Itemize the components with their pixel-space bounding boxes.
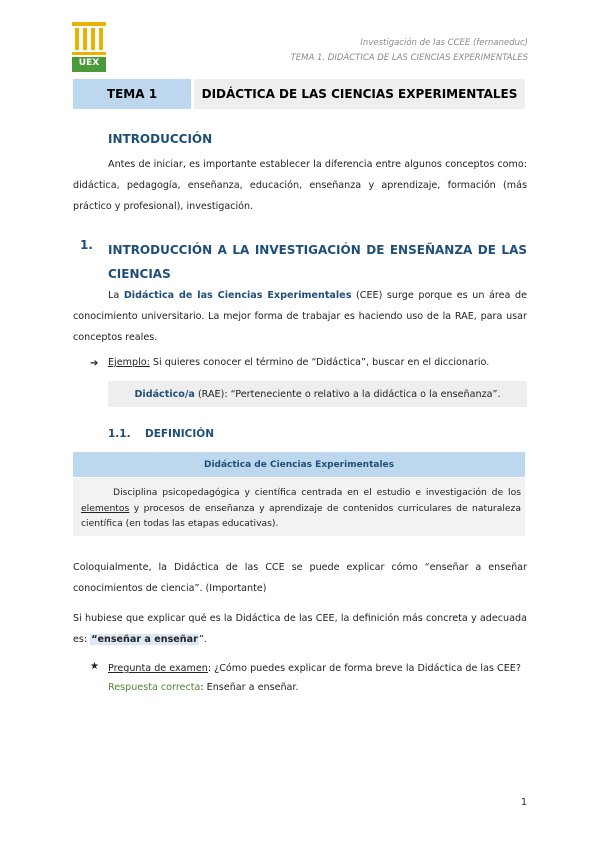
s1-text-a: La [108, 290, 124, 301]
example-line [108, 357, 489, 368]
def-text-a: Disciplina psicopedagógica y científica centrada en el estudio e investigación de los [113, 487, 521, 498]
s1-bold-term: Didáctica de las Ciencias Experimentales [123, 290, 352, 301]
definition-box-heading: Didáctica de Ciencias Experimentales [73, 452, 525, 477]
summary-end: ”. [198, 634, 207, 645]
rae-text: (RAE): “Perteneciente o relativo a la didáctica o la enseñanza”. [194, 388, 501, 400]
exam-question-label: Pregunta de examen [108, 663, 208, 674]
document-title: DIDÁCTICA DE LAS CIENCIAS EXPERIMENTALES [194, 79, 525, 109]
colloquial-paragraph: Coloquialmente, la Didáctica de las CCE se puede explicar cómo “enseñar a enseñar conocimientos de ciencia”. (Importante) [73, 562, 527, 594]
section-1-1-number: 1.1. [108, 428, 131, 440]
header-course: Investigación de las CCEE (fernaneduc) [360, 38, 528, 48]
summary-highlight: “enseñar a enseñar [91, 634, 198, 645]
rae-definition-box [108, 381, 527, 407]
intro-heading: INTRODUCCIÓN [108, 132, 213, 146]
exam-answer-text: : Enseñar a enseñar. [200, 682, 299, 693]
section-1-number: 1. [80, 238, 93, 252]
example-label: Ejemplo: [108, 357, 150, 368]
exam-question-block [108, 659, 527, 697]
section-1-title: INTRODUCCIÓN A LA INVESTIGACIÓN DE ENSEÑANZA DE LAS CIENCIAS [108, 243, 527, 281]
tema-label: TEMA 1 [73, 79, 191, 109]
rae-term: Didáctico/a [134, 388, 195, 400]
intro-text: Antes de iniciar, es importante establecer la diferencia entre algunos conceptos como: didáctica, pedagogía, enseñanza, educación, enseñanza y aprendizaje, formación (más práctico y profesional), investigación. [73, 159, 527, 212]
def-text-b: y procesos de enseñanza y aprendizaje de contenidos curriculares de naturaleza científica (en todas las etapas educativas). [81, 502, 521, 529]
intro-paragraph [73, 154, 527, 217]
star-bullet-icon: ★ [90, 661, 99, 672]
exam-answer-label: Respuesta correcta [108, 682, 201, 693]
arrow-bullet-icon: ➔ [90, 358, 99, 369]
section-1-1-title: DEFINICIÓN [145, 428, 214, 440]
summary-paragraph [73, 608, 527, 650]
exam-question-line [108, 659, 527, 678]
section-1-paragraph [73, 285, 527, 348]
exam-answer-line [108, 678, 527, 697]
header-topic: TEMA 1. DIDÁCTICA DE LAS CIENCIAS EXPERIMENTALES [290, 53, 528, 63]
summary-text: Si hubiese que explicar qué es la Didáctica de las CEE, la definición más concreta y adecuada es: [73, 613, 527, 645]
definition-text [81, 485, 521, 532]
exam-question-text: : ¿Cómo puedes explicar de forma breve la Didáctica de las CEE? [207, 663, 521, 674]
example-text: Si quieres conocer el término de “Didáctica”, buscar en el diccionario. [149, 357, 490, 368]
s1-text-b: (CEE) surge porque es un área de conocimiento universitario. La mejor forma de trabajar es haciendo uso de la RAE, para usar conceptos reales. [73, 290, 527, 343]
logo-text: UEX [78, 58, 100, 68]
def-underlined: elementos [81, 502, 130, 514]
page-number: 1 [520, 797, 527, 808]
